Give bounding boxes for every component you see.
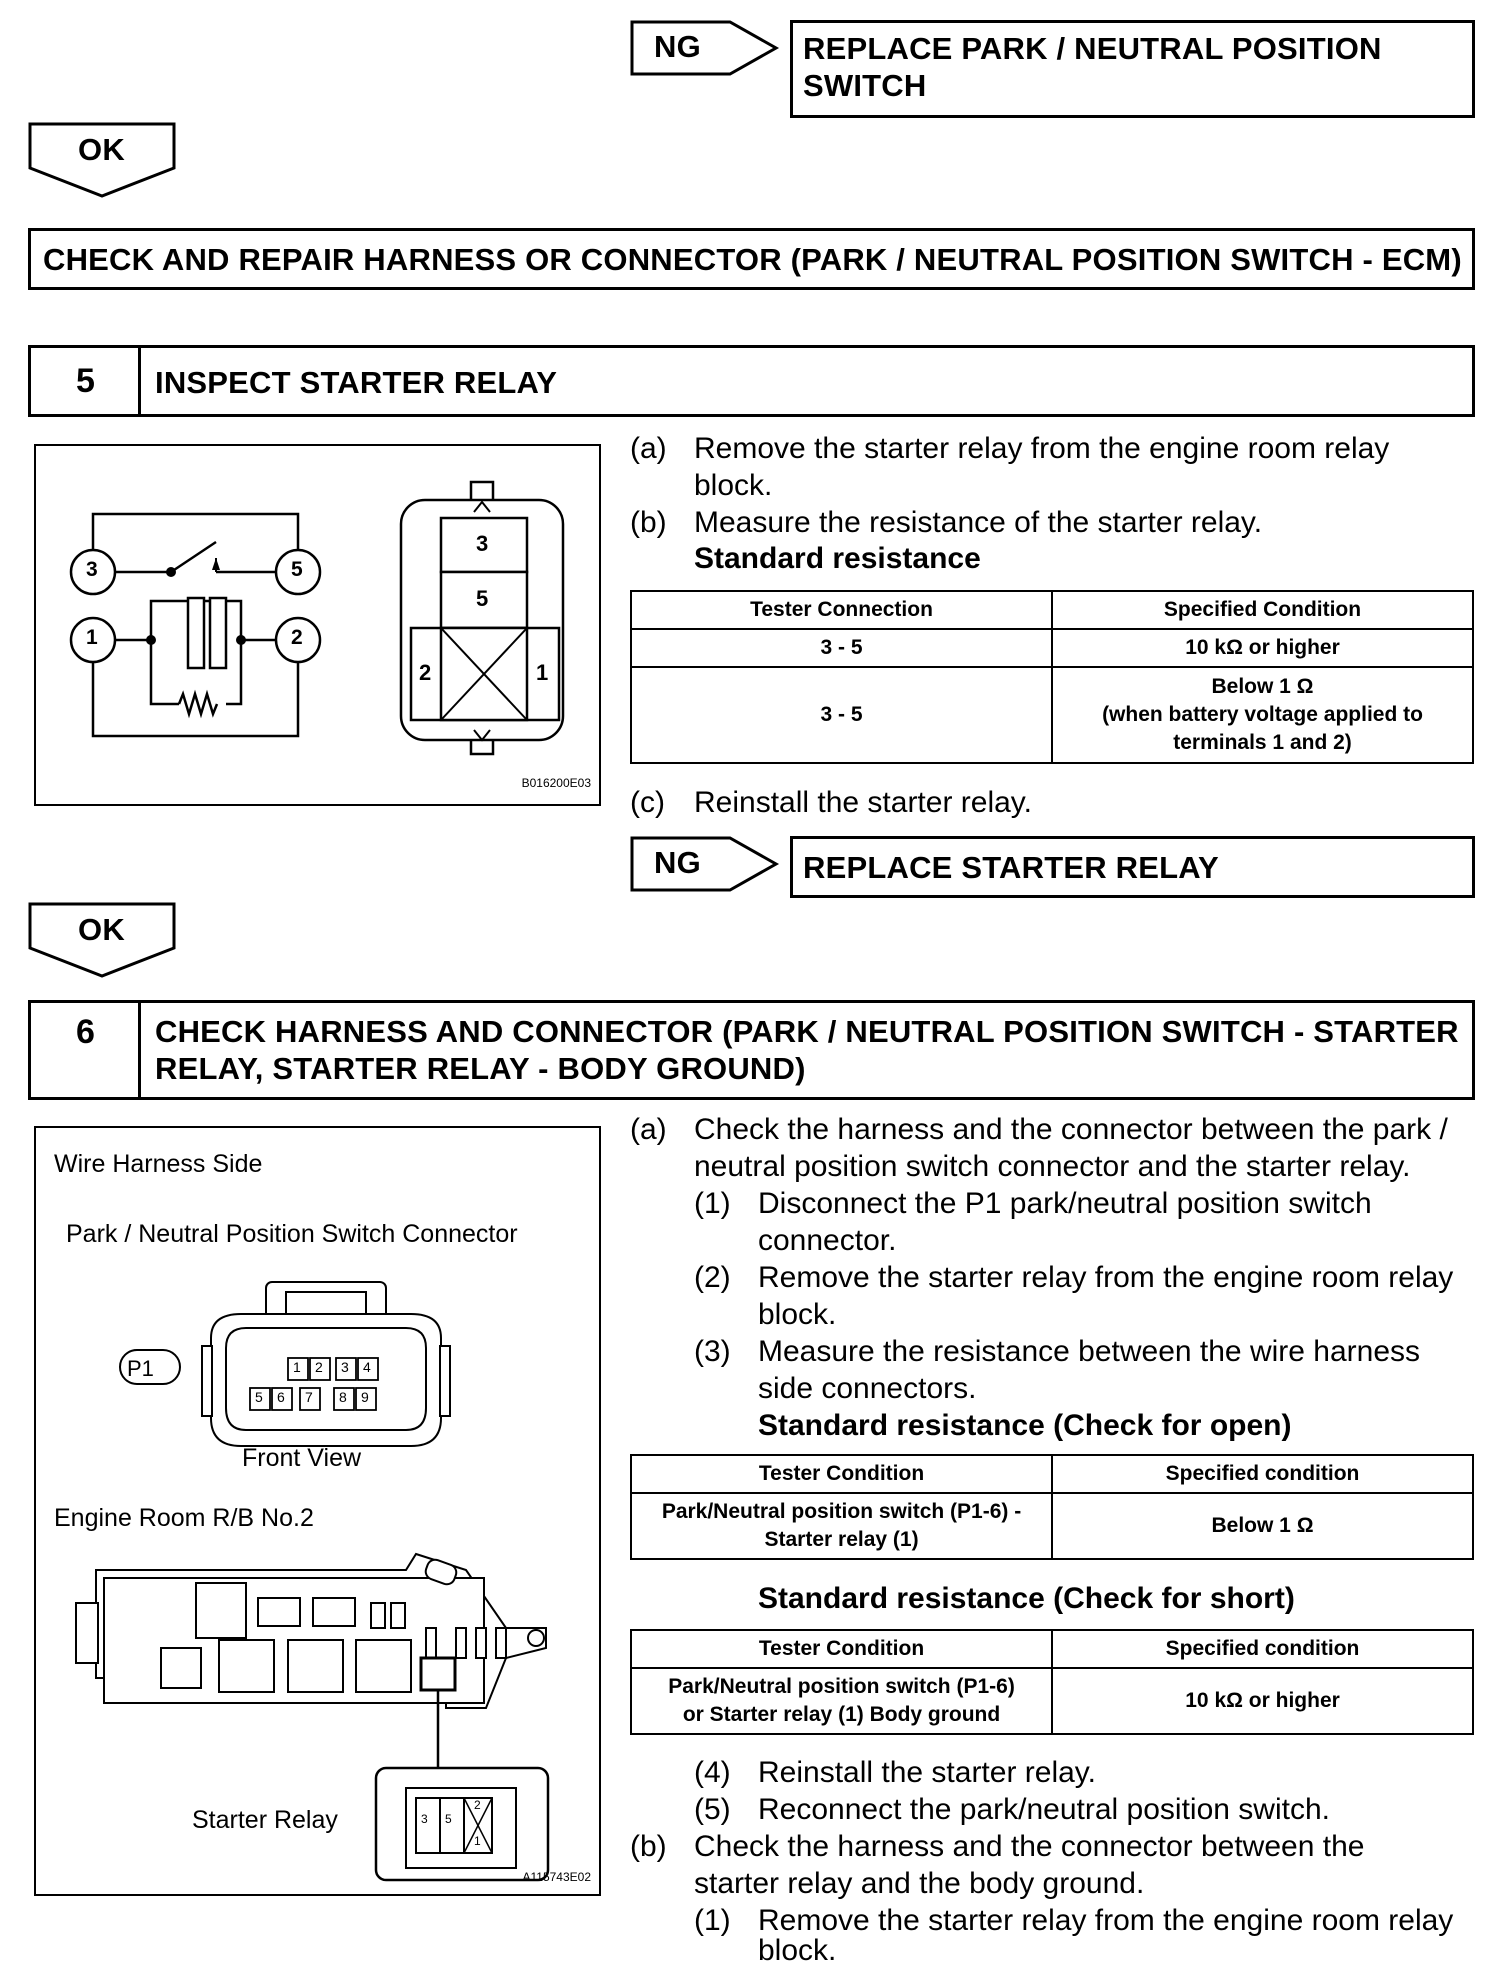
- step6-s2-line1: Remove the starter relay from the engine room relay: [758, 1261, 1454, 1294]
- table-header-col2: Specified Condition: [1052, 591, 1473, 629]
- relay-pin-1: 1: [86, 626, 98, 649]
- relay-pin-3: 3: [86, 558, 98, 581]
- ng-label: NG: [654, 845, 701, 880]
- replace-switch-line2: SWITCH: [803, 68, 927, 103]
- relay-pin-5: 5: [291, 558, 303, 581]
- table-cell-line: Starter relay (1): [764, 1528, 919, 1551]
- table-header-col1: Tester Condition: [631, 1630, 1052, 1668]
- table-cell: 10 kΩ or higher: [1052, 1668, 1473, 1734]
- relay-top-pin-1: 1: [536, 660, 549, 685]
- table-header-col2: Specified condition: [1052, 1455, 1473, 1493]
- relay-top-pin-3: 3: [476, 531, 489, 556]
- relay-top-pin-5: 5: [476, 586, 489, 611]
- step5-c-text: Reinstall the starter relay.: [694, 786, 1032, 819]
- ng-label: NG: [654, 29, 701, 64]
- relay-figure-code: B016200E03: [521, 776, 591, 790]
- repair-harness-text: CHECK AND REPAIR HARNESS OR CONNECTOR (PARK / NEUTRAL POSITION SWITCH - ECM): [43, 242, 1462, 277]
- relay-pin: 3: [421, 1812, 428, 1826]
- step6-s3-label: (3): [694, 1335, 731, 1368]
- p1-pin: 2: [315, 1359, 323, 1375]
- harness-figure: [34, 1126, 601, 1896]
- table-cell-line: (when battery voltage applied to: [1102, 703, 1423, 726]
- harness-figure-code: A115743E02: [522, 1870, 591, 1884]
- step6-header: [28, 1000, 1475, 1100]
- replace-relay-text: REPLACE STARTER RELAY: [803, 850, 1219, 885]
- step6-s4-label: (4): [694, 1756, 731, 1789]
- p1-pin: 6: [277, 1389, 285, 1405]
- step6-s5-label: (5): [694, 1793, 731, 1826]
- table-cell-line: Park/Neutral position switch (P1-6): [668, 1675, 1015, 1698]
- table-header-col1: Tester Condition: [631, 1455, 1052, 1493]
- step6-s1-line1: Disconnect the P1 park/neutral position switch: [758, 1187, 1372, 1220]
- open-heading: Standard resistance (Check for open): [758, 1409, 1292, 1442]
- step6-s3-line1: Measure the resistance between the wire harness: [758, 1335, 1421, 1368]
- p1-pin: 1: [293, 1359, 301, 1375]
- table-cell-line: Below 1 Ω: [1211, 675, 1314, 698]
- relay-block-diagram: [36, 1548, 599, 1893]
- step6-a-line2: neutral position switch connector and the starter relay.: [694, 1150, 1411, 1183]
- step6-s3-line2: side connectors.: [758, 1372, 977, 1405]
- relay-pin: 5: [445, 1812, 452, 1826]
- rb-title: Engine Room R/B No.2: [54, 1504, 314, 1532]
- step6-b-line2: starter relay and the body ground.: [694, 1867, 1145, 1900]
- step5-b-label: (b): [630, 506, 667, 539]
- open-check-table: [630, 1454, 1474, 1560]
- relay-pin: 2: [474, 1798, 481, 1812]
- step6-s1-label: (1): [694, 1187, 731, 1220]
- step6-s1-line2: connector.: [758, 1224, 897, 1257]
- step6-s4-text: Reinstall the starter relay.: [758, 1756, 1096, 1789]
- step6-title-line1: CHECK HARNESS AND CONNECTOR (PARK / NEUTRAL POSITION SWITCH - STARTER: [155, 1014, 1459, 1049]
- replace-relay-box: [790, 836, 1475, 898]
- ok-tag-relay: [28, 902, 178, 978]
- step6-b1-line1: Remove the starter relay from the engine room relay: [758, 1904, 1454, 1937]
- step5-a-label: (a): [630, 432, 667, 465]
- p1-connector-id: P1: [127, 1356, 154, 1381]
- table-header-col2: Specified condition: [1052, 1630, 1473, 1668]
- short-check-table: [630, 1629, 1474, 1735]
- step5-b-text: Measure the resistance of the starter relay.: [694, 506, 1263, 539]
- p1-pin: 3: [341, 1359, 349, 1375]
- ok-label: OK: [78, 132, 125, 167]
- table-cell-line: terminals 1 and 2): [1173, 731, 1352, 754]
- step5-title: INSPECT STARTER RELAY: [155, 365, 558, 400]
- p1-pin: 5: [255, 1389, 263, 1405]
- step5-a-line2: block.: [694, 469, 773, 502]
- ng-arrow-icon: [630, 836, 780, 892]
- step5-c-label: (c): [630, 786, 665, 819]
- table-cell: [631, 1493, 1052, 1559]
- step5-a-line1: Remove the starter relay from the engine room relay: [694, 432, 1390, 465]
- relay-circuit-diagram: [36, 446, 599, 804]
- table-cell: 10 kΩ or higher: [1052, 629, 1473, 667]
- ok-label: OK: [78, 912, 125, 947]
- short-heading: Standard resistance (Check for short): [758, 1582, 1295, 1615]
- step6-b1-label: (1): [694, 1904, 731, 1937]
- relay-pin: 1: [474, 1834, 481, 1848]
- step5-resistance-table: [630, 590, 1474, 764]
- step5-number: 5: [76, 362, 96, 400]
- step6-a-label: (a): [630, 1113, 667, 1146]
- front-view-label: Front View: [242, 1444, 362, 1472]
- replace-switch-line1: REPLACE PARK / NEUTRAL POSITION: [803, 31, 1382, 66]
- p1-pin: 9: [361, 1389, 369, 1405]
- table-cell: [1052, 667, 1473, 763]
- table-cell: Below 1 Ω: [1052, 1493, 1473, 1559]
- table-cell-line: Park/Neutral position switch (P1-6) -: [661, 1500, 1022, 1523]
- step6-a-line1: Check the harness and the connector between the park /: [694, 1113, 1448, 1146]
- wire-harness-side-label: Wire Harness Side: [54, 1150, 263, 1178]
- step6-title-line2: RELAY, STARTER RELAY - BODY GROUND): [155, 1051, 806, 1086]
- relay-pin-2: 2: [291, 626, 303, 649]
- ng-tag-relay: [630, 836, 780, 892]
- step5-header: [28, 345, 1475, 417]
- repair-harness-box: [28, 228, 1475, 290]
- step6-number: 6: [76, 1013, 96, 1051]
- relay-top-pin-2: 2: [419, 660, 432, 685]
- relay-figure: [34, 444, 601, 806]
- p1-pin: 8: [339, 1389, 347, 1405]
- table-cell: 3 - 5: [631, 629, 1052, 667]
- step6-b-line1: Check the harness and the connector between the: [694, 1830, 1365, 1863]
- table-cell: 3 - 5: [631, 667, 1052, 763]
- step6-b1-line2: block.: [758, 1934, 837, 1964]
- ok-tag-top: [28, 122, 178, 198]
- starter-relay-label: Starter Relay: [192, 1806, 338, 1834]
- ng-arrow-icon: [630, 20, 780, 76]
- p1-pin: 7: [305, 1389, 313, 1405]
- table-header-col1: Tester Connection: [631, 591, 1052, 629]
- step5-std-heading: Standard resistance: [694, 542, 981, 575]
- connector-title: Park / Neutral Position Switch Connector: [66, 1220, 518, 1248]
- step6-s5-text: Reconnect the park/neutral position switch.: [758, 1793, 1330, 1826]
- replace-switch-box: [790, 20, 1475, 118]
- ng-tag-top: [630, 20, 780, 76]
- table-cell: [631, 1668, 1052, 1734]
- step6-s2-label: (2): [694, 1261, 731, 1294]
- step6-s2-line2: block.: [758, 1298, 837, 1331]
- step6-b-label: (b): [630, 1830, 667, 1863]
- p1-pin: 4: [363, 1359, 371, 1375]
- table-cell-line: or Starter relay (1) Body ground: [682, 1703, 1001, 1726]
